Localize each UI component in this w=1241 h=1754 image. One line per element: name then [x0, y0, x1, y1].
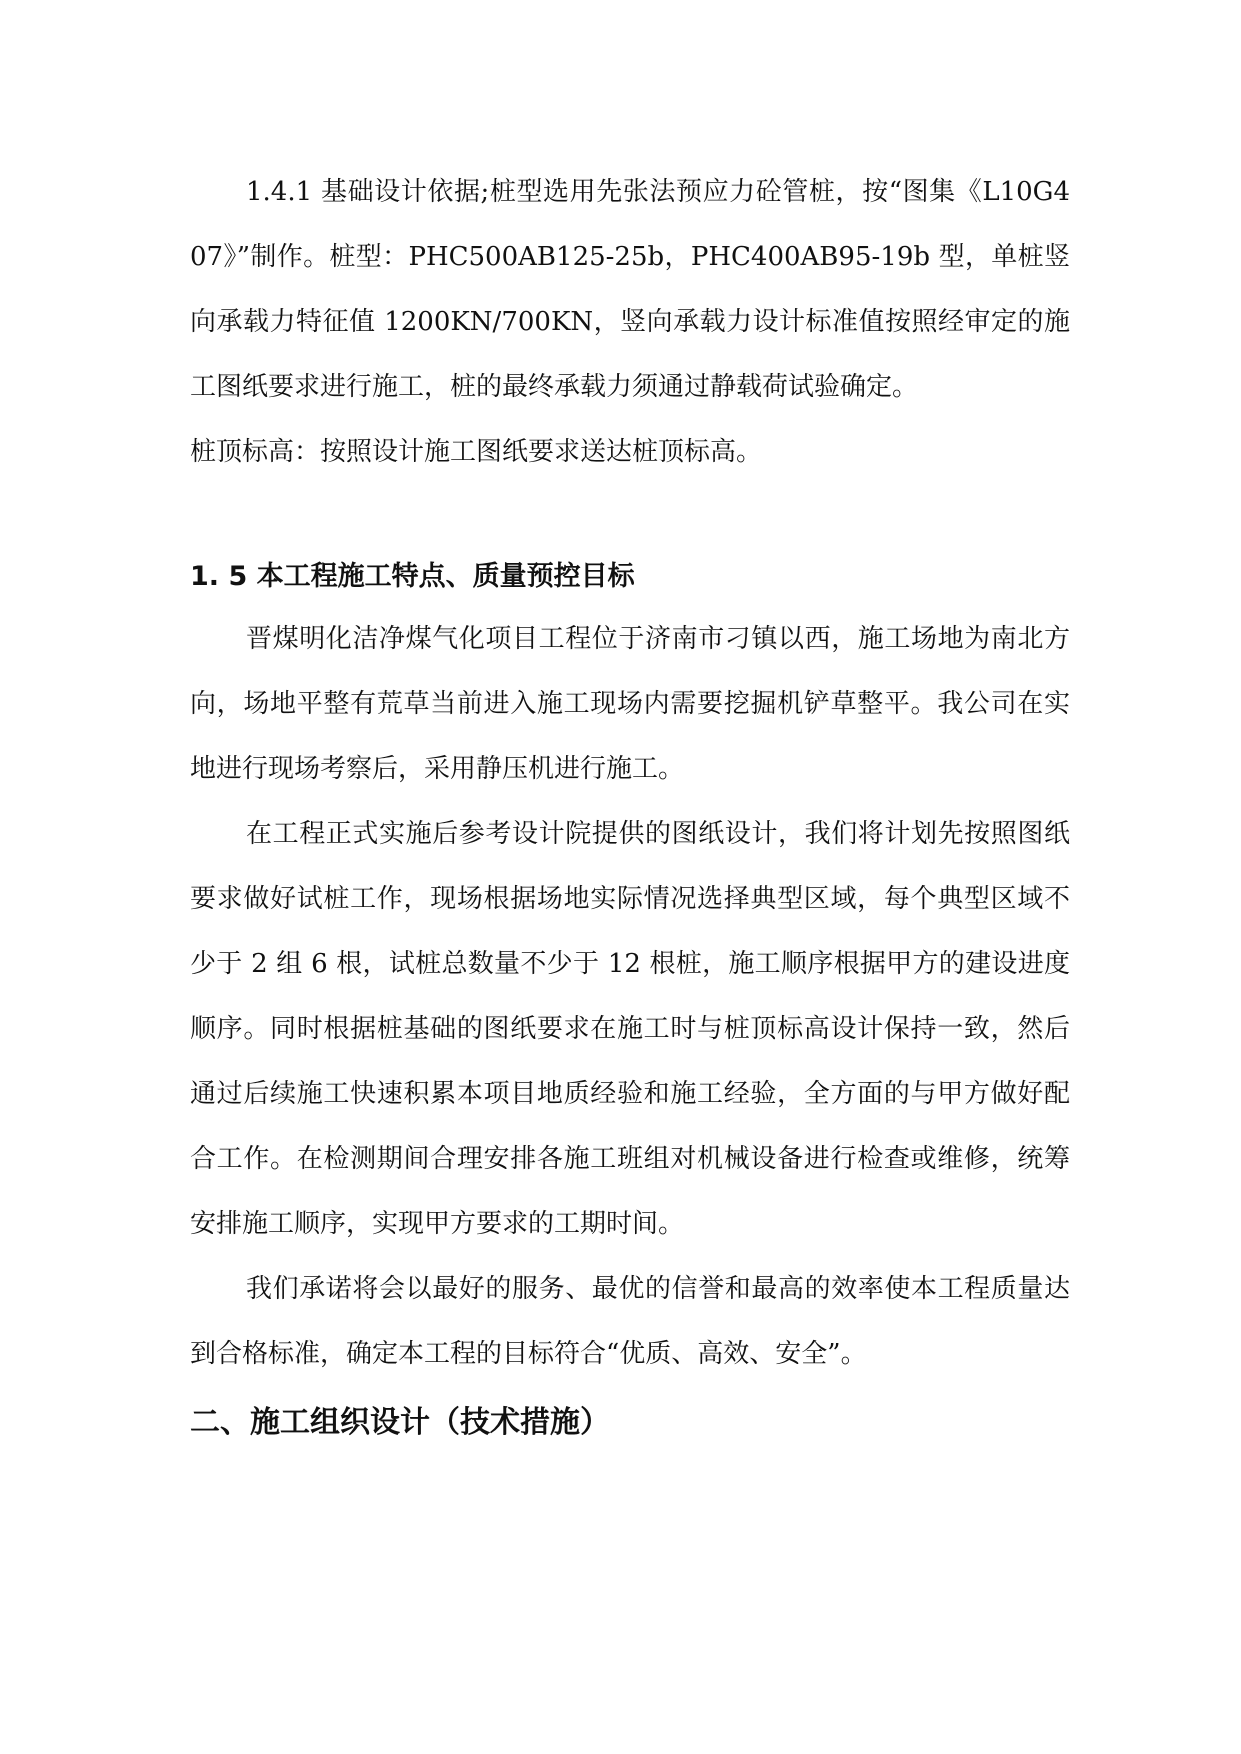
paragraph-test-pile-plan: 在工程正式实施后参考设计院提供的图纸设计，我们将计划先按照图纸要求做好试桩工作，现场根据场地实际情况选择典型区域，每个典型区域不少于 2 组 6 根，试桩总数量不少于 12 根桩，施工顺序根据甲方的建设进度顺序。同时根据桩基础的图纸要求在施工时与桩顶标高设计保持一致，然后通过后续施工快速积累本项目地质经验和施工经验，全方面的与甲方做好配合工作。在检测期间合理安排各施工班组对机械设备进行检查或维修，统筹安排施工顺序，实现甲方要求的工期时间。 [190, 819, 1070, 1239]
paragraph-foundation-design-basis: 1.4.1 基础设计依据;桩型选用先张法预应力砼管桩，按“图集《L10G407》”制作。桩型：PHC500AB125-25b，PHC400AB95-19b 型，单桩竖向承载力特征值 1200KN/700KN，竖向承载力设计标准值按照经审定的施工图纸要求进行施工，桩的最终承载力须通过静载荷试验确定。 [190, 177, 1070, 402]
paragraph-quality-commitment: 我们承诺将会以最好的服务、最优的信誉和最高的效率使本工程质量达到合格标准，确定本工程的目标符合“优质、高效、安全”。 [190, 1274, 1070, 1369]
section-heading-1-5: 1. 5 本工程施工特点、质量预控目标 [190, 561, 635, 592]
section-heading-2: 二、施工组织设计（技术措施） [190, 1405, 610, 1440]
document-page [190, 160, 1070, 1453]
paragraph-pile-top-elevation: 桩顶标高：按照设计施工图纸要求送达桩顶标高。 [190, 437, 763, 467]
spacer [190, 485, 1070, 547]
paragraph-project-location: 晋煤明化洁净煤气化项目工程位于济南市刁镇以西，施工场地为南北方向，场地平整有荒草当前进入施工现场内需要挖掘机铲草整平。我公司在实地进行现场考察后，采用静压机进行施工。 [190, 624, 1070, 784]
